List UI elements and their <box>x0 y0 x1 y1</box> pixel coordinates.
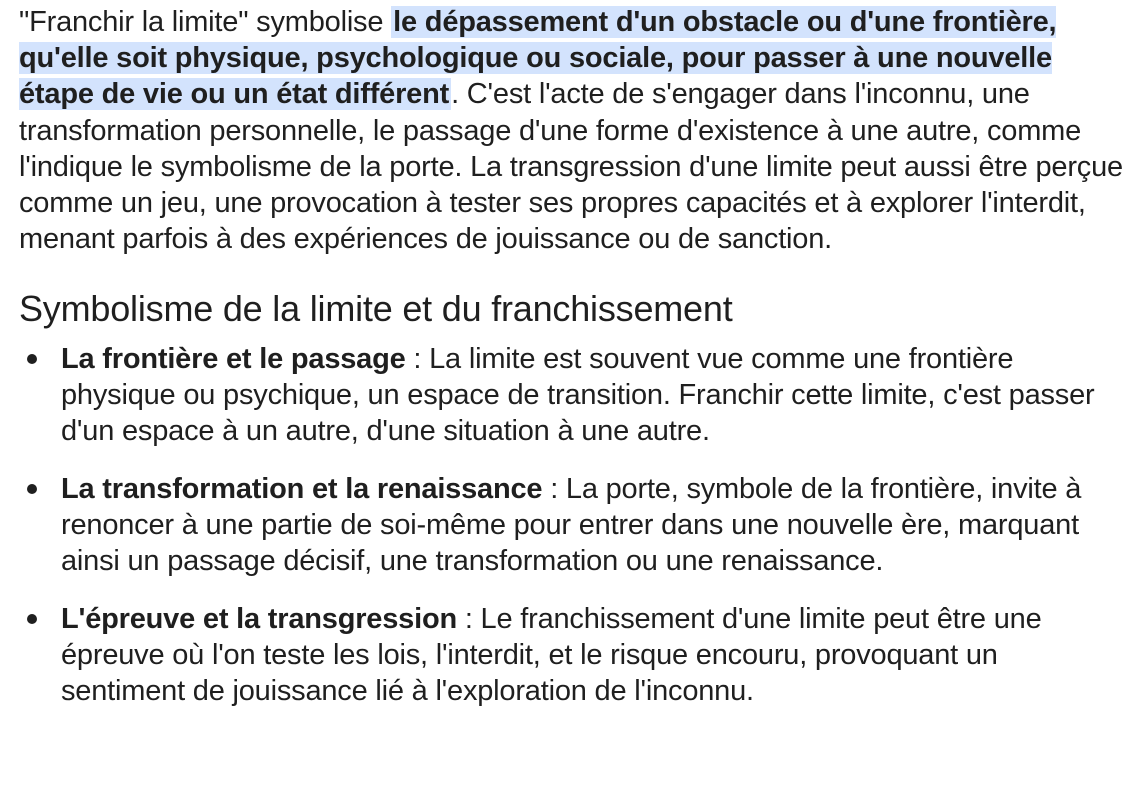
list-item-text: : La porte, symbole de la frontière, invite à renoncer à une partie de soi-même pour entrer dans une nouvelle ère, marquant ainsi un passage décisif, une transformation ou une renaissance. <box>61 473 1082 578</box>
section-heading: Symbolisme de la limite et du franchissement <box>19 288 733 330</box>
bullet-list <box>19 341 1127 709</box>
intro-paragraph <box>19 4 1127 257</box>
highlighted-definition[interactable]: le dépassement d'un obstacle ou d'une frontière, qu'elle soit physique, psychologique ou sociale, pour passer à une nouvelle étape de vie ou un état différent <box>19 6 1057 111</box>
bullet-dot-icon <box>27 484 37 494</box>
list-item-term: La frontière et le passage <box>61 343 406 376</box>
list-item-term: L'épreuve et la transgression <box>61 603 457 636</box>
bullet-dot-icon <box>27 614 37 624</box>
intro-rest-text: . C'est l'acte de s'engager dans l'inconnu, une transformation personnelle, le passage d'une forme d'existence à une autre, comme l'indique le symbolisme de la porte. La transgression d'une limite peut aussi être perçue comme un jeu, une provocation à tester ses propres capacités et à explorer l'interdit, menant parfois à des expériences de jouissance ou de sanction. <box>19 78 1123 256</box>
list-item-text: : La limite est souvent vue comme une frontière physique ou psychique, un espace de transition. Franchir cette limite, c'est passer d'un espace à un autre, d'une situation à une autre. <box>61 343 1095 448</box>
bullet-dot-icon <box>27 354 37 364</box>
list-item-term: La transformation et la renaissance <box>61 473 543 506</box>
list-item-text: : Le franchissement d'une limite peut être une épreuve où l'on teste les lois, l'interdit, et le risque encouru, provoquant un sentiment de jouissance lié à l'exploration de l'inconnu. <box>61 603 1042 708</box>
intro-lead-text: "Franchir la limite" symbolise <box>19 6 392 38</box>
list-item <box>19 471 1127 579</box>
list-item <box>19 341 1127 449</box>
list-item <box>19 601 1127 709</box>
